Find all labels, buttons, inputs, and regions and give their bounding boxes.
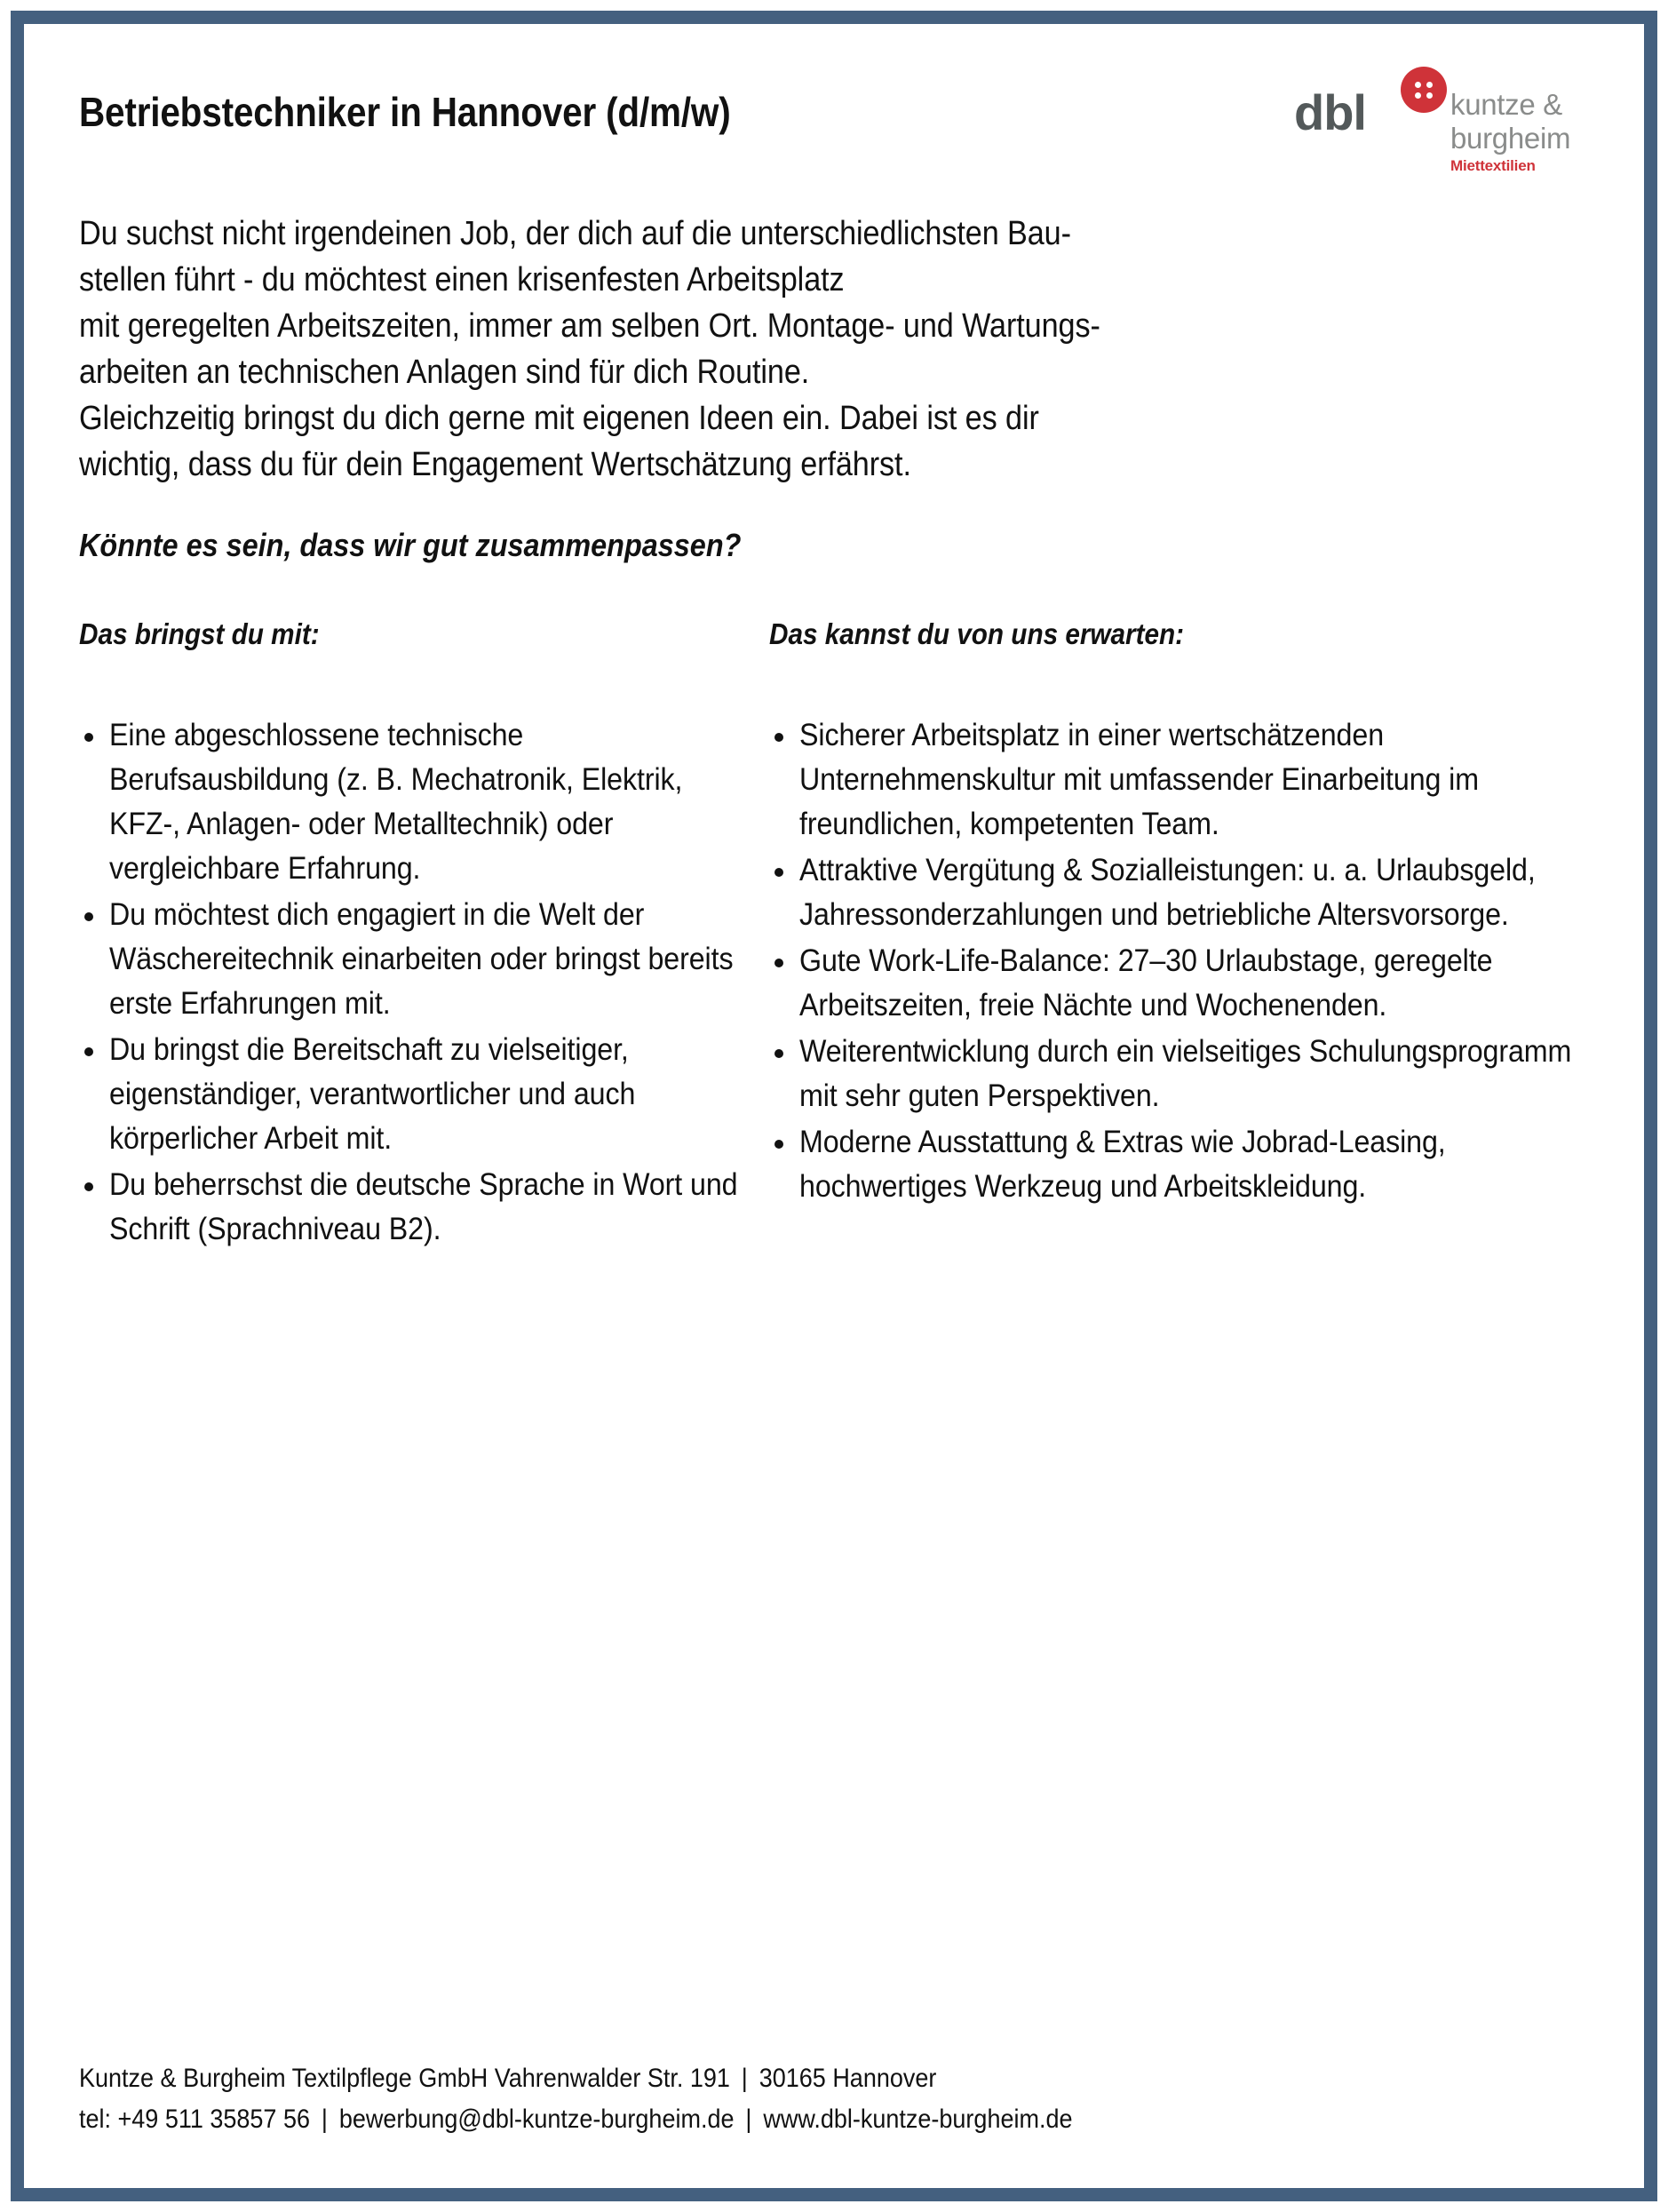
benefits-column bbox=[769, 617, 1589, 1211]
requirements-heading: Das bringst du mit: bbox=[79, 617, 320, 650]
button-hole-1 bbox=[1415, 82, 1421, 88]
poster-footer bbox=[79, 2058, 1183, 2140]
requirements-benefits-columns bbox=[79, 617, 1589, 1253]
list-item bbox=[769, 713, 1589, 847]
benefits-list bbox=[769, 713, 1589, 1209]
footer-website[interactable]: www.dbl-kuntze-burgheim.de bbox=[763, 2105, 1073, 2134]
page-title: Betriebstechniker in Hannover (d/m/w) bbox=[79, 89, 731, 135]
job-ad-poster bbox=[11, 11, 1657, 2201]
dbl-wordmark: dbl bbox=[1294, 84, 1366, 140]
footer-separator: | bbox=[321, 2105, 328, 2134]
list-item-text: Sicherer Arbeitsplatz in einer wertschätzenden Unternehmenskultur mit umfassender Einarbeitung im freundlichen, kompetenten Team. bbox=[798, 718, 1479, 841]
footer-email[interactable]: bewerbung@dbl-kuntze-burgheim.de bbox=[338, 2105, 735, 2134]
intro-line: wichtig, dass du für dein Engagement Wertschätzung erfährst. bbox=[79, 446, 911, 483]
list-item-text: Du möchtest dich engagiert in die Welt der Wäschereitechnik einarbeiten oder bringst bereits erste Erfahrungen mit. bbox=[109, 897, 734, 1021]
footer-separator: | bbox=[745, 2105, 752, 2134]
list-item bbox=[79, 1028, 743, 1161]
footer-city: 30165 Hannover bbox=[759, 2064, 937, 2093]
poster-header bbox=[79, 68, 1589, 175]
intro-paragraph bbox=[79, 211, 1589, 488]
intro-line: arbeiten an technischen Anlagen sind für dich Routine. bbox=[79, 354, 810, 391]
intro-line: Gleichzeitig bringst du dich gerne mit eigenen Ideen ein. Dabei ist es dir bbox=[79, 400, 1039, 437]
intro-line: mit geregelten Arbeitszeiten, immer am selben Ort. Montage- und Wartungs- bbox=[79, 307, 1100, 345]
intro-question: Könnte es sein, dass wir gut zusammenpassen? bbox=[79, 527, 742, 563]
intro-line: stellen führt - du möchtest einen krisenfesten Arbeitsplatz bbox=[79, 261, 845, 298]
list-item bbox=[769, 939, 1589, 1028]
footer-phone[interactable]: tel: +49 511 35857 56 bbox=[79, 2105, 310, 2134]
list-item-text: Du beherrschst die deutsche Sprache in Wort und Schrift (Sprachniveau B2). bbox=[109, 1167, 738, 1246]
logo-tagline: Miettextilien bbox=[1450, 157, 1536, 174]
list-item-text: Moderne Ausstattung & Extras wie Jobrad-Leasing, hochwertiges Werkzeug und Arbeitskleidung. bbox=[798, 1125, 1446, 1204]
list-item bbox=[79, 893, 743, 1026]
list-item bbox=[769, 1030, 1589, 1118]
list-item-text: Eine abgeschlossene technische Berufsausbildung (z. B. Mechatronik, Elektrik, KFZ-, Anlagen- oder Metalltechnik) oder vergleichbare Erfahrung. bbox=[109, 718, 683, 886]
list-item bbox=[769, 1120, 1589, 1209]
list-item-text: Du bringst die Bereitschaft zu vielseitiger, eigenständiger, verantwortlicher und auch körperlicher Arbeit mit. bbox=[109, 1032, 636, 1156]
requirements-list bbox=[79, 713, 743, 1252]
footer-contact-line bbox=[79, 2099, 1073, 2140]
company-name-line2: burgheim bbox=[1450, 122, 1571, 155]
list-item bbox=[79, 713, 743, 891]
list-item-text: Gute Work-Life-Balance: 27–30 Urlaubstage, geregelte Arbeitszeiten, freie Nächte und Wochenenden. bbox=[798, 943, 1493, 1022]
button-hole-4 bbox=[1426, 92, 1433, 99]
list-item bbox=[79, 1163, 743, 1252]
company-name bbox=[1450, 88, 1570, 155]
company-name-line1: kuntze & bbox=[1450, 88, 1563, 121]
footer-company: Kuntze & Burgheim Textilpflege GmbH Vahrenwalder Str. 191 bbox=[79, 2064, 730, 2093]
benefits-heading: Das kannst du von uns erwarten: bbox=[768, 617, 1184, 650]
list-item bbox=[769, 848, 1589, 937]
requirements-column bbox=[79, 617, 769, 1253]
list-item-text: Attraktive Vergütung & Sozialleistungen: u. a. Urlaubsgeld, Jahressonderzahlungen und betriebliche Altersvorsorge. bbox=[798, 853, 1536, 932]
footer-address-line bbox=[79, 2058, 1073, 2099]
company-logo bbox=[1289, 61, 1582, 177]
button-hole-3 bbox=[1415, 92, 1421, 99]
red-button-icon bbox=[1401, 67, 1447, 113]
footer-separator: | bbox=[741, 2064, 748, 2093]
button-hole-2 bbox=[1426, 82, 1433, 88]
list-item-text: Weiterentwicklung durch ein vielseitiges Schulungsprogramm mit sehr guten Perspektiven. bbox=[798, 1034, 1571, 1113]
intro-line: Du suchst nicht irgendeinen Job, der dich auf die unterschiedlichsten Bau- bbox=[79, 215, 1071, 252]
poster-sheet bbox=[24, 24, 1644, 2188]
